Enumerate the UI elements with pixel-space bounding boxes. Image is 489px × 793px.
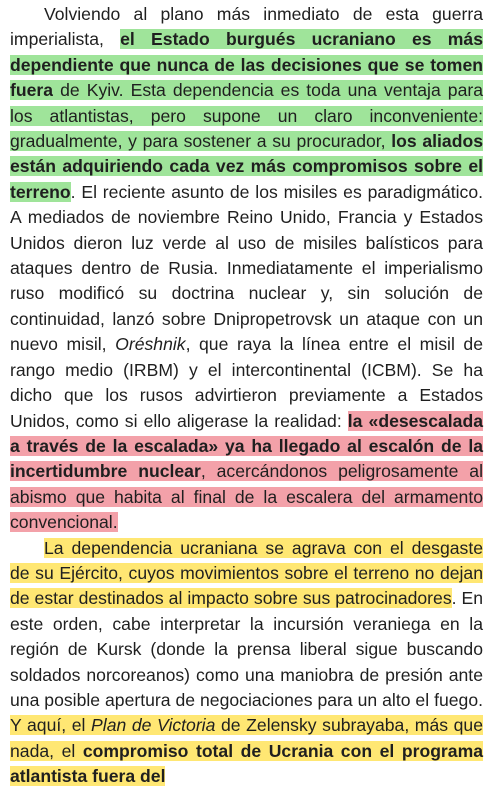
highlight-yellow: de Zelensky subrayaba, más que nada, el (10, 715, 483, 761)
highlight-yellow-bold: compromiso total de Ucrania con el programa atlantista fuera del (10, 740, 483, 787)
highlight-yellow: La dependencia ucraniana se agrava con el desgaste de su Ejército, cuyos movimientos sobre el terreno no dejan de estar destinados al impacto sobre sus patrocinadores (10, 537, 483, 609)
highlight-yellow-italic: Plan de Victoria (91, 715, 216, 736)
highlight-yellow: Y aquí, el (10, 715, 92, 736)
text-segment: . El reciente asunto de los misiles es paradigmático. A mediados de noviembre Reino Unido, Francia y Estados Unidos dieron luz verde al uso de misiles balísticos para ataques dentro de Rusia. Inmediatamente el imperialismo ruso modificó su doctrina nuclear y, sin solución de continuidad, lanzó sobre Dnipropetrovsk un ataque con un nuevo misil, (10, 181, 483, 355)
highlight-red: , acercándonos peligrosamente al abismo que habita al final de la escalera del armamento convencional. (10, 461, 483, 533)
italic-term: Oréshnik (115, 334, 186, 355)
highlight-green: de Kyiv. Esta dependencia es toda una ventaja para los atlantistas, pero supone un claro inconveniente: gradualmente, y para sostener a su procurador, (10, 80, 483, 152)
highlight-green-bold: el Estado burgués ucraniano es más dependiente que nunca de las decisiones que se tomen fuera (10, 29, 483, 101)
paragraph-1 (10, 2, 483, 536)
text-segment: . En este orden, cabe interpretar la incursión veraniega en la región de Kursk (donde la prensa liberal sigue buscando soldados norcoreanos) como una maniobra de presión ante una posible apertura de negociaciones para un alto el fuego. (10, 588, 483, 710)
text-segment: Volviendo al plano más inmediato de esta guerra imperialista, (10, 4, 483, 50)
text-segment: , que raya la línea entre el misil de rango medio (IRBM) y el intercontinental (ICBM). Se ha dicho que los rusos advirtieron previamente a Estados Unidos, como si ello aligerase la realidad: (10, 334, 483, 431)
highlight-green-bold: los aliados están adquiriendo cada vez más compromisos sobre el terreno (10, 131, 483, 202)
paragraph-2 (10, 536, 483, 790)
highlight-red-bold: la «desescalada a través de la escalada» ya ha llegado al escalón de la incertidumbre nuclear (10, 410, 483, 482)
